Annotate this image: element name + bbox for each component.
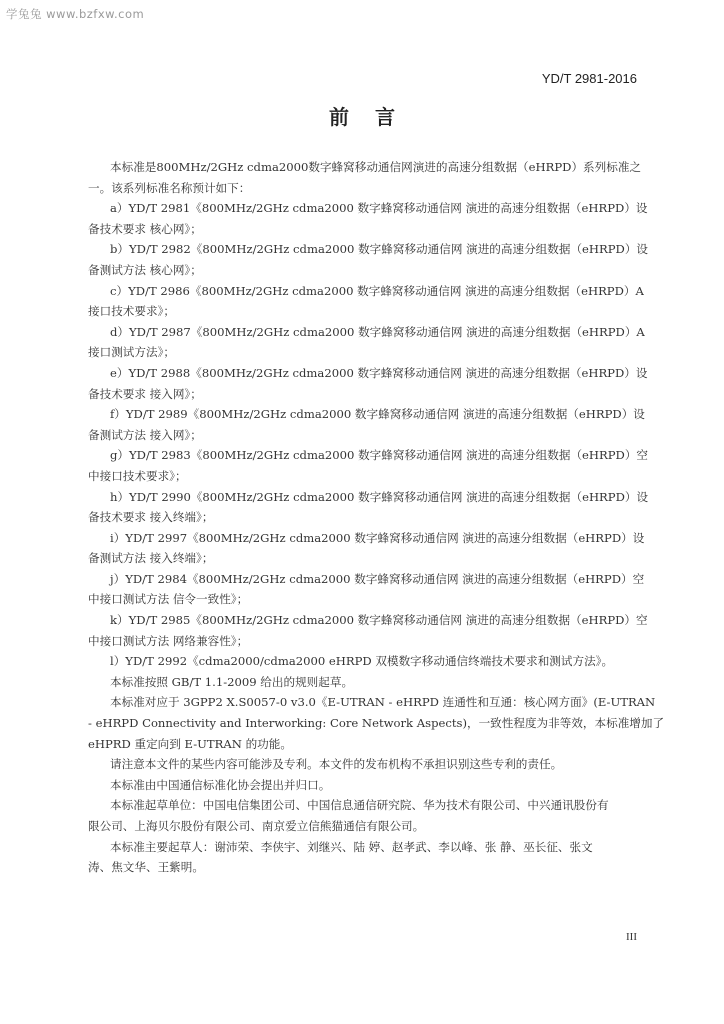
- page-title: 前言: [329, 105, 421, 129]
- text-line: 本标准由中国通信标准化协会提出并归口。: [110, 777, 331, 792]
- foreword-body: [88, 157, 665, 878]
- text-line: 请注意本文件的某些内容可能涉及专利。本文件的发布机构不承担识别这些专利的责任。: [110, 757, 563, 772]
- text-line: 本标准起草单位：中国电信集团公司、中国信息通信研究院、华为技术有限公司、中兴通讯股份有: [110, 798, 609, 813]
- text-line: 本标准按照 GB/T 1.1-2009 给出的规则起草。: [110, 674, 354, 689]
- text-line: 本标准对应于 3GPP2 X.S0057-0 v3.0《E-UTRAN - eHRPD 连通性和互通：核心网方面》(E-UTRAN: [110, 695, 656, 710]
- document-number: YD/T 2981-2016: [541, 71, 637, 86]
- text-line: h）YD/T 2990《800MHz/2GHz cdma2000 数字蜂窝移动通信网 演进的高速分组数据（eHRPD）设: [110, 489, 649, 504]
- text-line: 本标准主要起草人：谢沛荣、李侠宇、刘继兴、陆 婷、赵孝武、李以峰、张 静、巫长征、张文: [110, 839, 593, 854]
- page-number: III: [626, 931, 637, 943]
- text-line: 备测试方法 核心网》；: [88, 262, 202, 277]
- text-line: f）YD/T 2989《800MHz/2GHz cdma2000 数字蜂窝移动通信网 演进的高速分组数据（eHRPD）设: [110, 407, 645, 422]
- text-line: j）YD/T 2984《800MHz/2GHz cdma2000 数字蜂窝移动通信网 演进的高速分组数据（eHRPD）空: [110, 571, 645, 586]
- text-line: g）YD/T 2983《800MHz/2GHz cdma2000 数字蜂窝移动通信网 演进的高速分组数据（eHRPD）空: [110, 448, 649, 463]
- text-line: 本标准是800MHz/2GHz cdma2000数字蜂窝移动通信网演进的高速分组数据（eHRPD）系列标准之: [110, 160, 642, 174]
- text-line: l）YD/T 2992《cdma2000/cdma2000 eHRPD 双模数字移动通信终端技术要求和测试方法》。: [110, 654, 614, 669]
- text-line: 限公司、上海贝尔股份有限公司、南京爱立信熊猫通信有限公司。: [88, 819, 425, 833]
- text-line: eHPRD 重定向到 E-UTRAN 的功能。: [88, 736, 292, 751]
- text-line: b）YD/T 2982《800MHz/2GHz cdma2000 数字蜂窝移动通信网 演进的高速分组数据（eHRPD）设: [110, 242, 649, 257]
- text-line: 中接口技术要求》；: [88, 468, 187, 483]
- text-line: 接口技术要求》；: [88, 304, 175, 319]
- text-line: 接口测试方法》；: [88, 345, 175, 360]
- text-line: a）YD/T 2981《800MHz/2GHz cdma2000 数字蜂窝移动通信网 演进的高速分组数据（eHRPD）设: [110, 201, 648, 216]
- text-line: 一。该系列标准名称预计如下：: [88, 180, 251, 195]
- text-line: 中接口测试方法 信令一致性》；: [88, 592, 249, 607]
- watermark: 学兔兔 www.bzfxw.com: [6, 7, 145, 21]
- text-line: c）YD/T 2986《800MHz/2GHz cdma2000 数字蜂窝移动通信网 演进的高速分组数据（eHRPD）A: [110, 283, 644, 298]
- text-line: d）YD/T 2987《800MHz/2GHz cdma2000 数字蜂窝移动通信网 演进的高速分组数据（eHRPD）A: [110, 324, 645, 339]
- text-line: 备技术要求 接入网》；: [88, 386, 202, 401]
- text-line: - eHRPD Connectivity and Interworking: Core Network Aspects)，一致性程度为非等效，本标准增加了: [88, 716, 665, 731]
- text-line: i）YD/T 2997《800MHz/2GHz cdma2000 数字蜂窝移动通信网 演进的高速分组数据（eHRPD）设: [110, 530, 645, 545]
- text-line: e）YD/T 2988《800MHz/2GHz cdma2000 数字蜂窝移动通信网 演进的高速分组数据（eHRPD）设: [110, 365, 648, 380]
- text-line: 备技术要求 接入终端》；: [88, 510, 214, 525]
- text-line: 备测试方法 接入网》；: [88, 427, 202, 442]
- text-line: k）YD/T 2985《800MHz/2GHz cdma2000 数字蜂窝移动通信网 演进的高速分组数据（eHRPD）空: [110, 613, 648, 628]
- text-line: 中接口测试方法 网络兼容性》；: [88, 633, 249, 648]
- text-line: 备测试方法 接入终端》；: [88, 551, 214, 566]
- text-line: 涛、焦文华、王紫明。: [88, 860, 204, 875]
- text-line: 备技术要求 核心网》；: [88, 221, 202, 236]
